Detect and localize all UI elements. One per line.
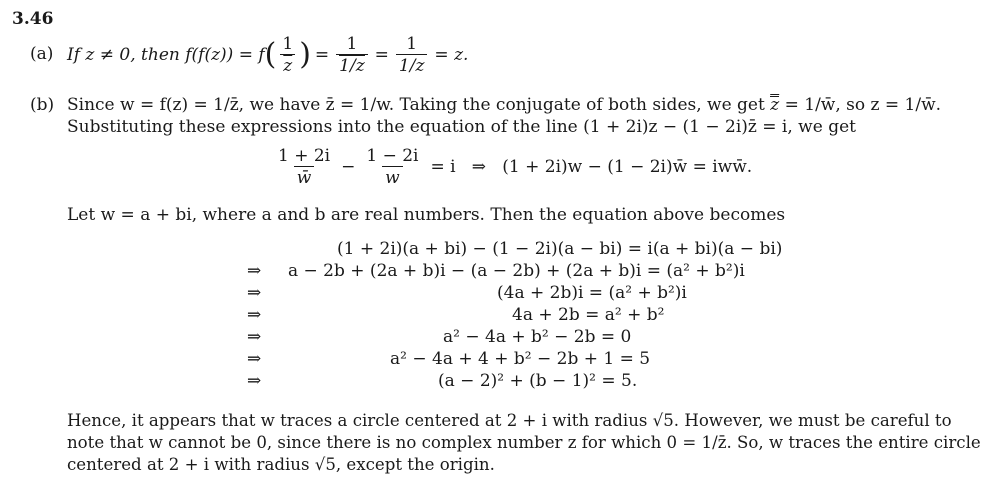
- disp-fraction-2: [363, 146, 421, 189]
- disp-frac1-denominator: w̄: [294, 166, 315, 189]
- inner-denominator: z: [283, 55, 293, 76]
- conclusion-line-1: Hence, it appears that w traces a circle centered at 2 + i with radius √5. However, we must be careful to: [67, 411, 952, 430]
- part-a-equation: [67, 33, 468, 77]
- derivation-line-4: 4a + 2b = a² + b²: [512, 305, 665, 325]
- paren-close: ): [299, 37, 311, 72]
- part-b-line-1-text: Since w = f(z) = 1/z̄, we have z̄ = 1/w. Taking the conjugate of both sides, we get: [67, 95, 765, 115]
- part-a-inner-fraction: [279, 34, 296, 77]
- derivation-line-7: (a − 2)² + (b − 1)² = 5.: [438, 371, 638, 391]
- implies-arrow-6: ⇒: [247, 371, 262, 391]
- part-b-label: (b): [30, 95, 55, 115]
- part-b-line-2: Substituting these expressions into the equation of the line (1 + 2i)z − (1 − 2i)z̄ = i, we get: [67, 117, 856, 137]
- part-a-tail: = z.: [434, 45, 469, 65]
- inner-numerator: 1: [282, 33, 294, 54]
- disp-minus: −: [341, 157, 356, 177]
- part-b-line-1-tail: = 1/w̄, so z = 1/w̄.: [784, 95, 942, 115]
- frac1-denominator: 1/z: [339, 55, 365, 76]
- derivation-line-5: a² − 4a + b² − 2b = 0: [443, 327, 632, 347]
- derivation-line-6: a² − 4a + 4 + b² − 2b + 1 = 5: [390, 349, 651, 369]
- implies-arrow-5: ⇒: [247, 349, 262, 369]
- implies-arrow-3: ⇒: [247, 305, 262, 325]
- eq-sign-1: =: [314, 45, 330, 65]
- frac2-denominator: 1/z: [396, 54, 428, 77]
- derivation-line-2: a − 2b + (2a + b)i − (a − 2b) + (2a + b)i = (a² + b²)i: [288, 261, 745, 281]
- part-a-lead: If z ≠ 0, then f(f(z)) = f: [67, 45, 265, 65]
- problem-number: 3.46: [12, 9, 54, 29]
- implies-arrow-1: ⇒: [247, 261, 262, 281]
- eq-sign-2: =: [374, 45, 389, 65]
- disp-rhs: = i ⇒ (1 + 2i)w − (1 − 2i)w̄ = iww̄.: [430, 157, 753, 177]
- display-equation: [272, 143, 752, 191]
- part-a-fraction-1: [336, 34, 368, 77]
- frac2-numerator: 1: [406, 33, 418, 54]
- disp-fraction-1: [275, 146, 333, 189]
- implies-arrow-2: ⇒: [247, 283, 262, 303]
- implies-arrow-4: ⇒: [247, 327, 262, 347]
- derivation-line-3: (4a + 2b)i = (a² + b²)i: [497, 283, 687, 303]
- let-line: Let w = a + bi, where a and b are real numbers. Then the equation above becomes: [67, 205, 786, 225]
- disp-frac1-numerator: 1 + 2i: [278, 145, 331, 166]
- conclusion-line-2: note that w cannot be 0, since there is no complex number z for which 0 = 1/z̄. So, w traces the entire circle: [67, 433, 981, 452]
- disp-frac2-numerator: 1 − 2i: [366, 145, 419, 166]
- double-conjugate-z: $\overline{z}$: [770, 95, 780, 115]
- disp-frac2-denominator: w: [382, 166, 403, 189]
- frac1-numerator: 1: [346, 33, 358, 54]
- paren-open: (: [264, 37, 277, 72]
- derivation-line-1: (1 + 2i)(a + bi) − (1 − 2i)(a − bi) = i(a + bi)(a − bi): [337, 239, 783, 259]
- part-b-line-1: [67, 94, 941, 116]
- conclusion-line-3: centered at 2 + i with radius √5, except the origin.: [67, 455, 495, 474]
- part-a-label: (a): [30, 44, 54, 64]
- part-a-fraction-2: [396, 34, 428, 77]
